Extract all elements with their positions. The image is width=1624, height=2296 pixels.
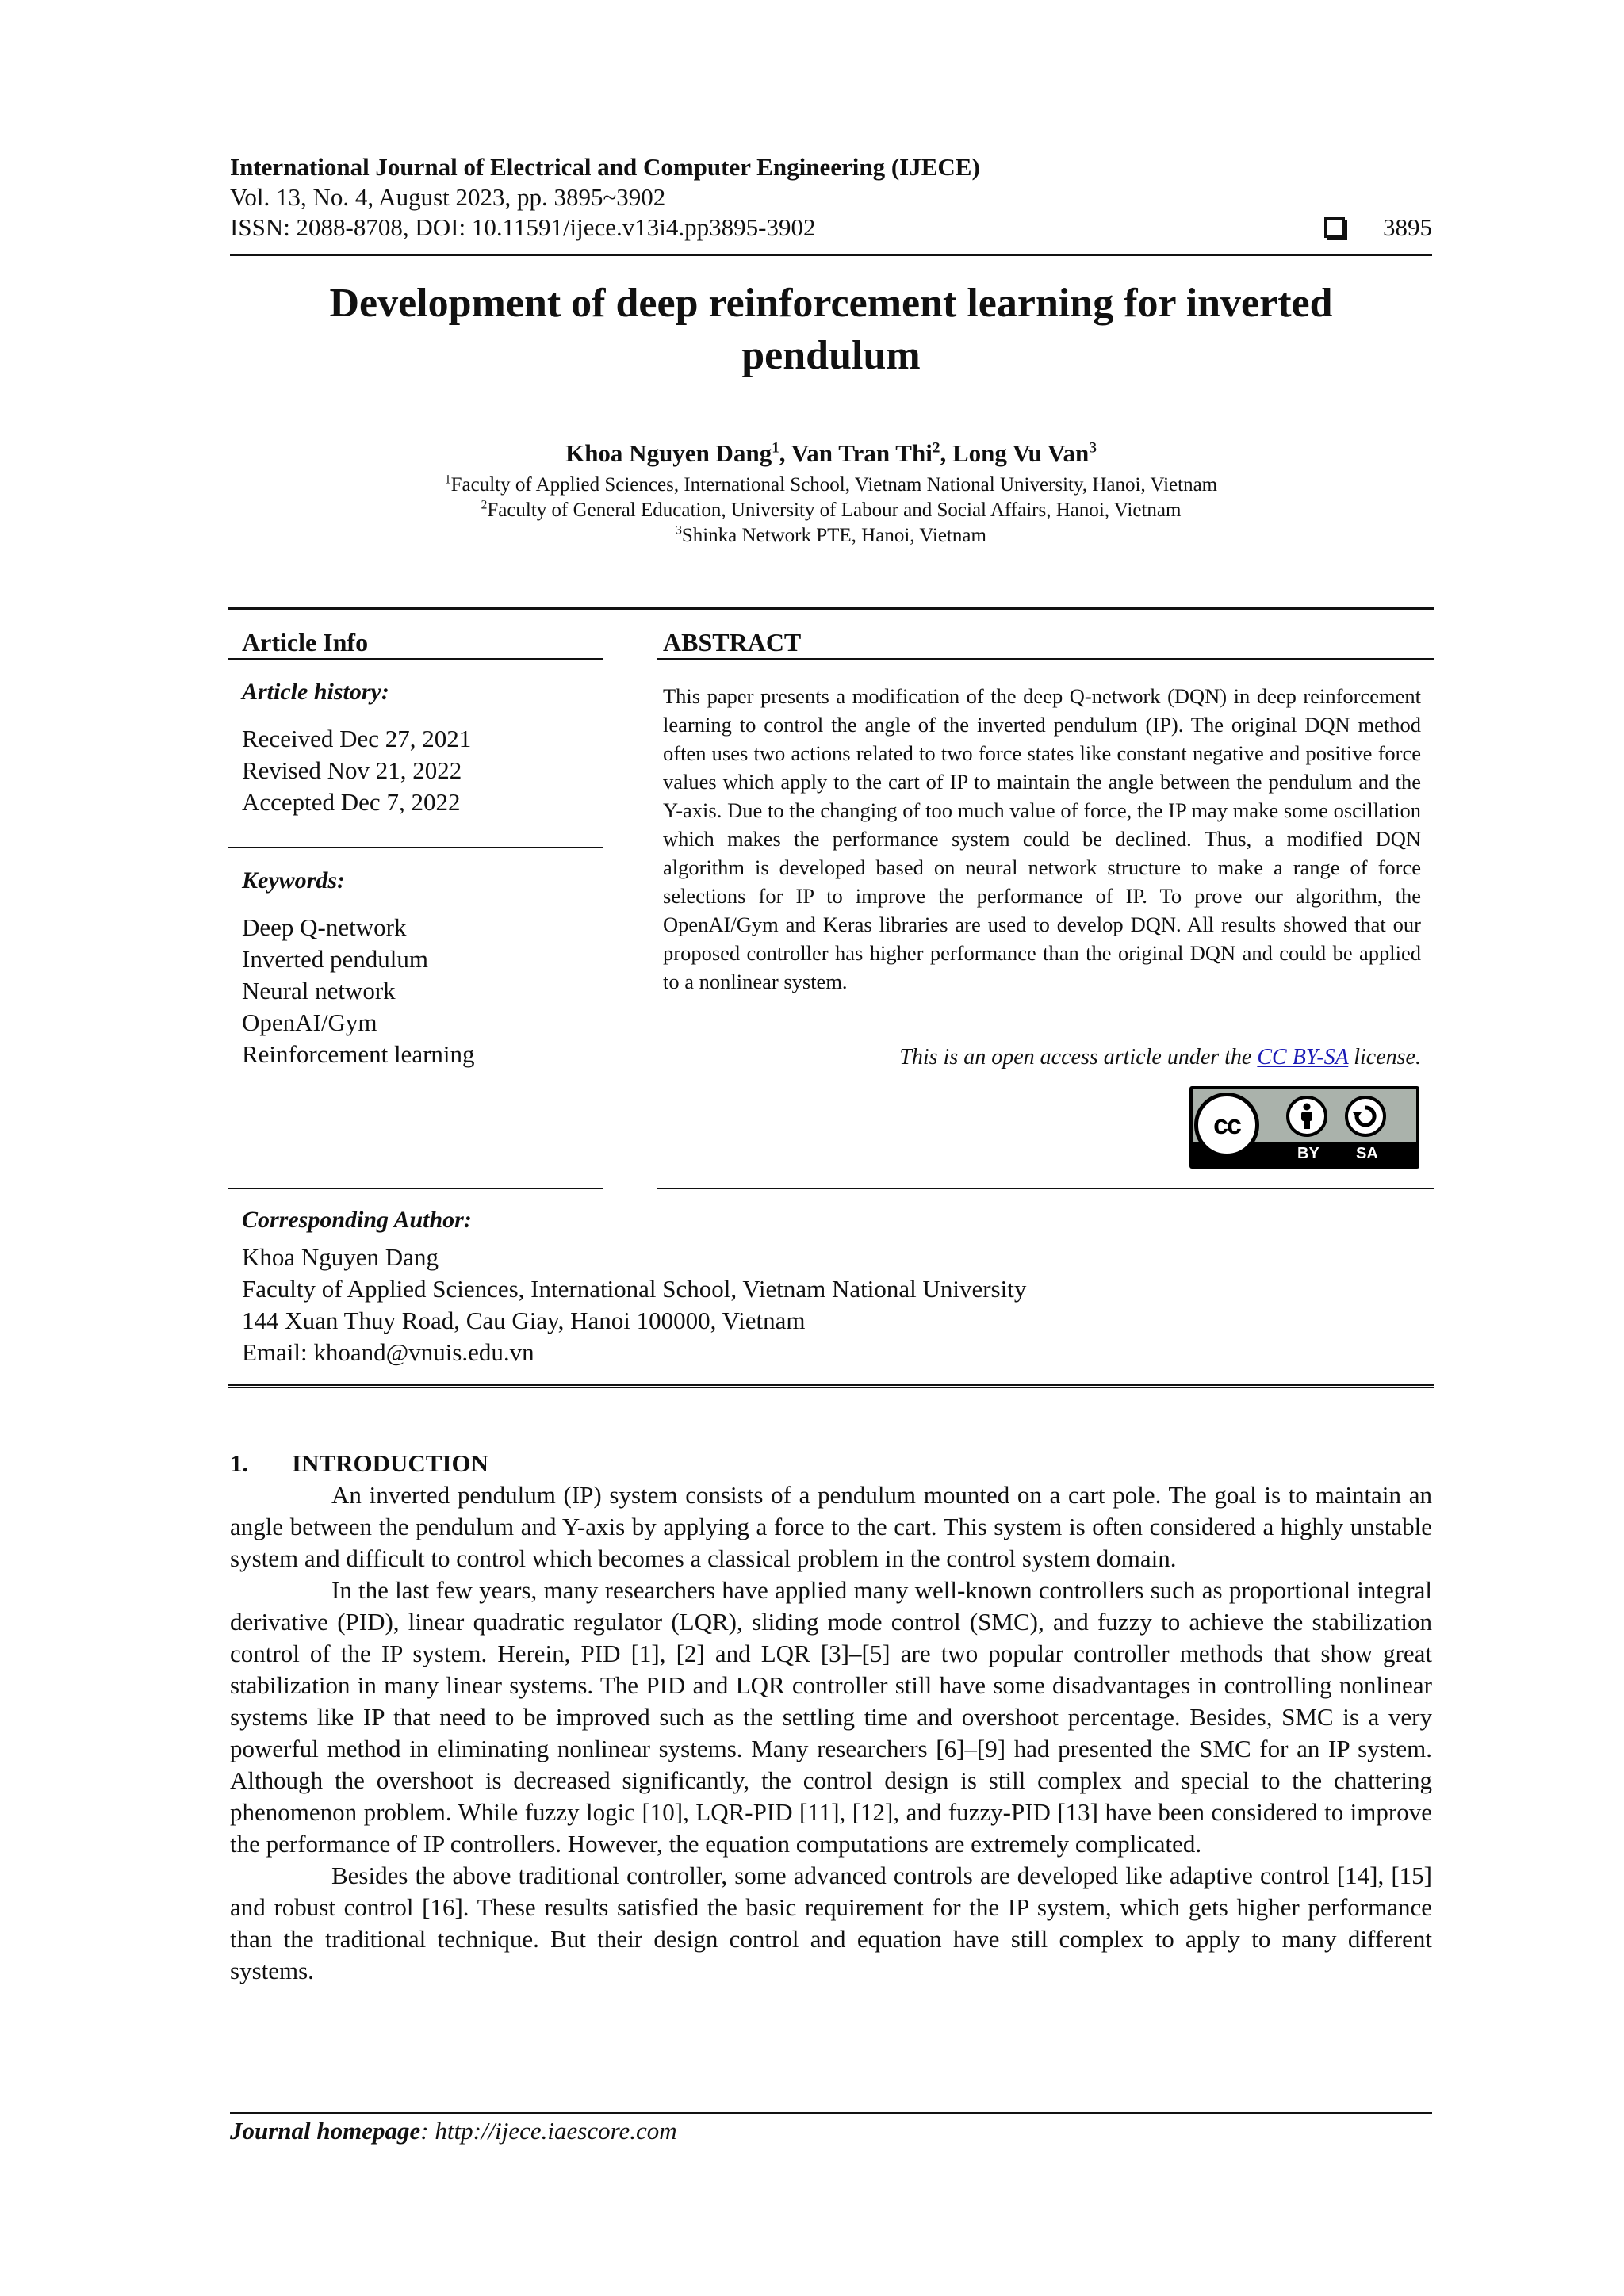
page-number: 3895	[1383, 213, 1432, 241]
abstract-bottom-rule	[657, 1188, 1434, 1189]
author-name: Van Tran Thi	[791, 439, 933, 467]
share-alike-icon	[1345, 1096, 1386, 1137]
issn-row	[230, 212, 1432, 243]
affiliation-mark: 3	[676, 523, 682, 538]
author-list: Khoa Nguyen Dang$^1$, Van Tran Thi$^2$, Long Vu Van$^3$	[565, 439, 1097, 467]
paper-title	[230, 277, 1432, 382]
affiliation-mark: 1	[444, 473, 451, 487]
paragraph: In the last few years, many researchers have applied many well-known controllers such as proportional integral derivative (PID), linear quadratic regulator (LQR), sliding mode control (SMC), and fuzzy to achieve the stabilization control of the IP system. Herein, PID [1], [2] and LQR [3]–[5] are two popular controller methods that show great stabilization in many linear systems. The PID and LQR controller still have some disadvantages in controlling nonlinear systems like IP that need to be improved such as the settling time and overshoot percentage. Besides, SMC is a very powerful method in eliminating nonlinear systems. Many researchers [6]–[9] had presented the SMC for an IP system. Although the overshoot is decreased significantly, the control design is still complex and special to the chattering phenomenon problem. While fuzzy logic [10], LQR-PID [11], [12], and fuzzy-PID [13] have been considered to improve the performance of IP controllers. However, the equation computations are extremely complicated.	[230, 1576, 1432, 1858]
author-affil-mark: 2	[932, 439, 940, 457]
footer-rule	[230, 2112, 1432, 2114]
badge-sa-label: SA	[1356, 1145, 1378, 1162]
creative-commons-icon: cc	[1194, 1093, 1259, 1158]
homepage-label: Journal homepage	[230, 2117, 421, 2145]
abstract-text: This paper presents a modification of the deep Q-network (DQN) in deep reinforcement learning to control the angle of the inverted pendulum (IP). The original DQN method often uses two actions related to two force states like constant negative and positive force values which apply to the cart of IP to maintain the angle between the pendulum and the Y-axis. Due to the changing of too much value of force, the IP may make some oscillation which makes the performance system could be declined. Thus, a modified DQN algorithm is developed based on neural network structure to make a range of force selections for IP to improve the performance of IP. To prove our algorithm, the OpenAI/Gym and Keras libraries are used to develop DQN. All results showed that our proposed controller has higher performance than the original DQN and could be applied to a nonlinear system.	[663, 684, 1421, 993]
license-suffix: license.	[1348, 1045, 1421, 1070]
paragraph: Besides the above traditional controller, some advanced controls are developed like adaptive control [14], [15] and robust control [16]. These results satisfied the basic requirement for the IP system, which gets higher performance than the traditional technique. But their design control and equation have still complex to apply to many different systems.	[230, 1862, 1432, 1984]
attribution-person-icon	[1286, 1096, 1327, 1137]
license-notice	[663, 1043, 1421, 1072]
author-name: Long Vu Van	[952, 439, 1090, 467]
affiliation-text: Shinka Network PTE, Hanoi, Vietnam	[681, 525, 986, 546]
info-frame-top-rule	[228, 607, 1434, 610]
section-title: INTRODUCTION	[292, 1449, 489, 1477]
license-prefix: This is an open access article under the	[899, 1045, 1258, 1070]
header-rule	[230, 254, 1432, 256]
homepage-separator: :	[420, 2117, 435, 2145]
volume-line: Vol. 13, No. 4, August 2023, pp. 3895~3902	[230, 183, 666, 211]
keyword-item: Inverted pendulum	[242, 945, 429, 973]
badge-by-label: BY	[1297, 1145, 1320, 1162]
affiliation-mark: 2	[481, 498, 488, 512]
affiliation-text: Faculty of Applied Sciences, International School, Vietnam National University, Hanoi, Vietnam	[450, 474, 1218, 496]
running-header	[230, 152, 1432, 243]
introduction-body	[230, 1479, 1432, 1987]
paragraph: An inverted pendulum (IP) system consists of a pendulum mounted on a cart pole. The goal is to maintain an angle between the pendulum and Y-axis by applying a force to the cart. This system is often considered a highly unstable system and difficult to control which becomes a classical problem in the control system domain.	[230, 1481, 1432, 1572]
issn-line: ISSN: 2088-8708, DOI: 10.11591/ijece.v13i4.pp3895-3902	[230, 213, 816, 241]
history-revised: Revised Nov 21, 2022	[242, 756, 462, 784]
corresponding-address: 144 Xuan Thuy Road, Cau Giay, Hanoi 100000, Vietnam	[242, 1307, 806, 1334]
checkbox-square-icon	[1324, 217, 1345, 238]
keyword-item: OpenAI/Gym	[242, 1008, 377, 1036]
affiliation-text: Faculty of General Education, University of Labour and Social Affairs, Hanoi, Vietnam	[487, 499, 1182, 521]
corresponding-author-heading: Corresponding Author:	[242, 1207, 472, 1233]
journal-homepage-footer	[230, 2115, 677, 2147]
corresponding-name: Khoa Nguyen Dang	[242, 1243, 439, 1271]
abstract-rule	[657, 658, 1434, 660]
author-affil-mark: 1	[772, 439, 779, 457]
author-affil-mark: 3	[1089, 439, 1097, 457]
cc-by-sa-badge[interactable]	[1189, 1086, 1419, 1169]
keywords-list	[242, 912, 475, 1070]
cc-by-sa-link[interactable]: CC BY-SA	[1257, 1045, 1349, 1070]
keyword-item: Neural network	[242, 977, 396, 1004]
corresponding-email: Email: khoand@vnuis.edu.vn	[242, 1338, 534, 1366]
page-number-block	[1324, 212, 1432, 243]
keyword-item: Reinforcement learning	[242, 1040, 475, 1068]
corresponding-bottom-rule	[228, 1384, 1434, 1388]
article-history-list	[242, 723, 471, 818]
article-info-heading: Article Info	[242, 628, 369, 656]
abstract-heading: ABSTRACT	[663, 628, 802, 656]
keyword-item: Deep Q-network	[242, 913, 407, 941]
article-history-heading: Article history:	[242, 679, 389, 705]
history-rule	[228, 847, 603, 848]
affiliation	[230, 498, 1432, 523]
section-heading	[230, 1448, 488, 1479]
history-accepted: Accepted Dec 7, 2022	[242, 788, 461, 816]
person-glyph	[1297, 1103, 1316, 1130]
keywords-rule	[228, 1188, 603, 1189]
corresponding-author-details	[242, 1242, 1026, 1368]
title-line-2: pendulum	[741, 333, 921, 378]
affiliation	[230, 523, 1432, 549]
journal-name: International Journal of Electrical and Computer Engineering (IJECE)	[230, 153, 980, 181]
author-name: Khoa Nguyen Dang	[565, 439, 772, 467]
keywords-heading: Keywords:	[242, 867, 345, 894]
section-number: 1.	[230, 1449, 249, 1477]
title-line-1: Development of deep reinforcement learning for inverted	[329, 281, 1333, 326]
share-alike-glyph	[1352, 1103, 1379, 1130]
history-received: Received Dec 27, 2021	[242, 725, 472, 752]
affiliation	[230, 473, 1432, 498]
homepage-url[interactable]: http://ijece.iaescore.com	[435, 2117, 677, 2145]
article-info-rule	[228, 658, 603, 660]
corresponding-faculty: Faculty of Applied Sciences, International School, Vietnam National University	[242, 1275, 1027, 1303]
